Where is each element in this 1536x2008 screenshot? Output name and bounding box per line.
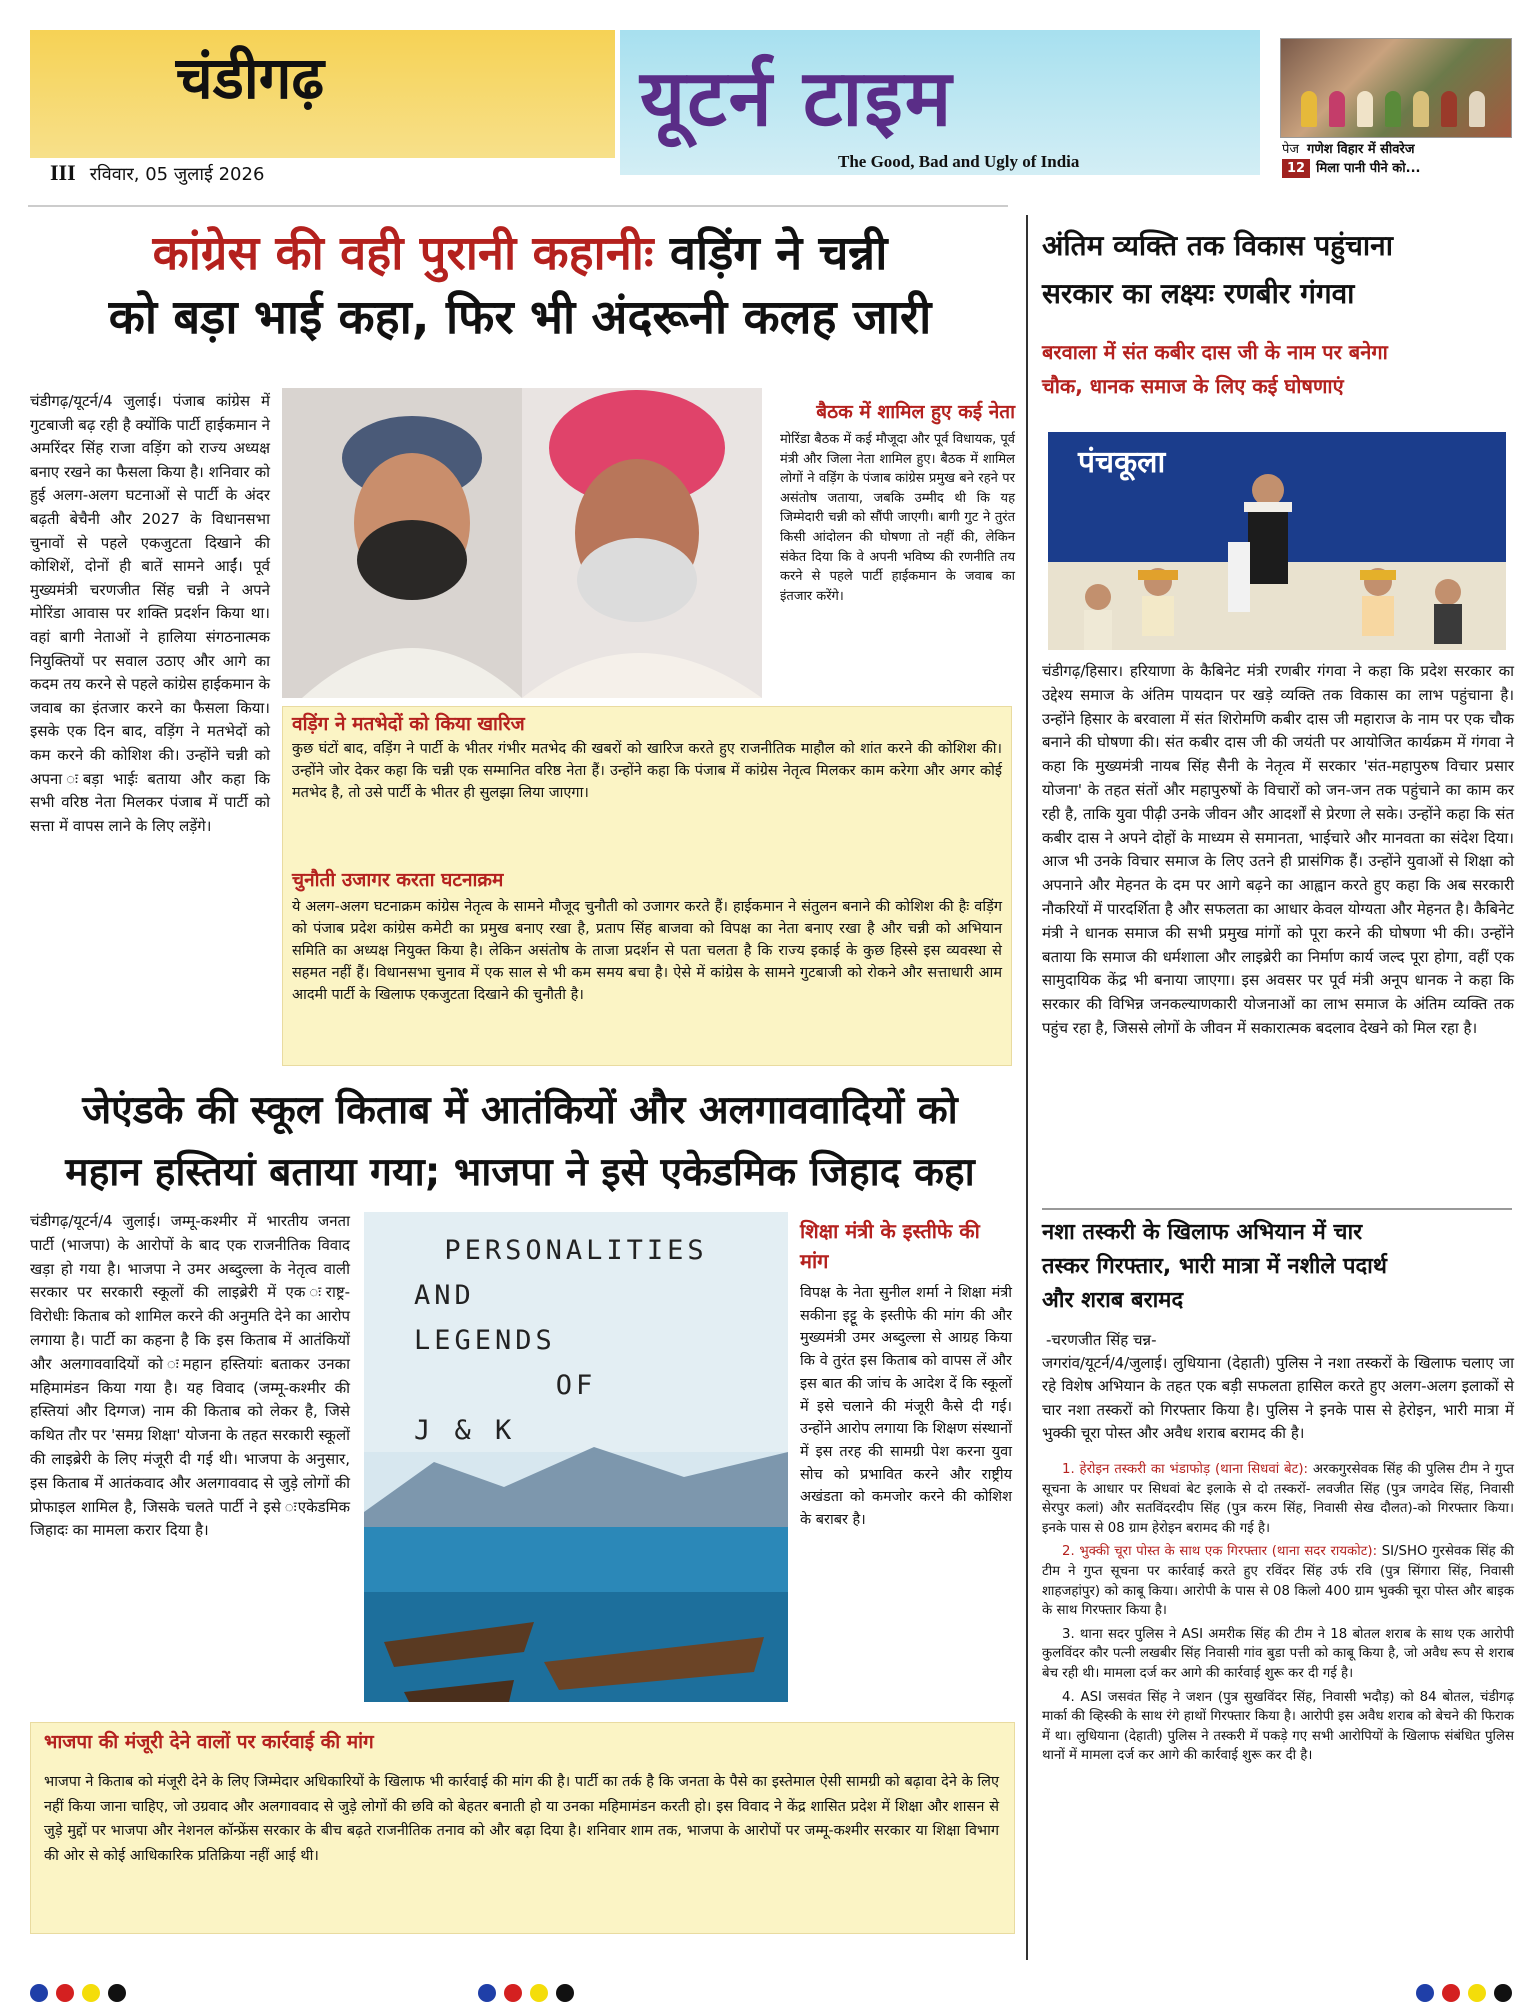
- issue-date: रविवार, 05 जुलाई 2026: [89, 164, 265, 185]
- reg-dot: [56, 1984, 74, 2002]
- book-title-line: AND: [414, 1280, 475, 1311]
- story1-side-head: बैठक में शामिल हुए कई नेता: [816, 401, 1015, 423]
- story3-sub-1: बरवाला में संत कबीर दास जी के नाम पर बनेगा: [1042, 340, 1388, 364]
- story1-headline-black-1: वड़िंग ने चन्नी: [669, 226, 888, 281]
- story1-headline: [30, 222, 1010, 350]
- book-title-line: LEGENDS: [414, 1325, 556, 1356]
- story2-headline-2: महान हस्तियां बताया गया; भाजपा ने इसे एकेडमिक जिहाद कहा: [65, 1150, 975, 1195]
- page-number: III: [50, 160, 76, 185]
- story2-body: चंडीगढ़/यूटर्न/4 जुलाई। जम्मू-कश्मीर में भारतीय जनता पार्टी (भाजपा) के आरोपों के बाद एक राजनीतिक विवाद खड़ा हो गया है। भाजपा ने उमर अब्दुल्ला के नेतृत्व वाली सरकार पर सरकारी स्कूलों की लाइब्रेरी में एक ःराष्ट्र-विरोधीः किताब को शामिल करने की अनुमति देने का आरोप लगाया है। पार्टी का कहना है कि इस किताब में आतंकियों और अलगाववादियों को ःमहान हस्तियांः बताकर उनका महिमामंडन किया गया है। यह विवाद (जम्मू-कश्मीर की हस्तियां और दिग्गज) नाम की किताब को लेकर है, जिसे कथित तौर पर 'समग्र शिक्षा' योजना के तहत सरकारी स्कूलों की लाइब्रेरी के लिए मंजूरी दी गई थी। भाजपा के अनुसार, इस किताब में आतंकवाद और अलगाववाद से जुड़े लोगों की प्रोफाइल शामिल है, जिसके चलते पार्टी ने इसे ःएकेडमिक जिहादः का मामला करार दिया है।: [30, 1212, 350, 1540]
- masthead-tagline: The Good, Bad and Ugly of India: [838, 152, 1080, 171]
- story4-item1-head: 1. हेरोइन तस्करी का भंडाफोड़ (थाना सिधवां बेट):: [1062, 1462, 1308, 1477]
- story1-box1-head: वड़िंग ने मतभेदों को किया खारिज: [292, 713, 525, 735]
- story4-intro: जगरांव/यूटर्न/4/जुलाई। लुधियाना (देहाती) पुलिस ने नशा तस्करों के खिलाफ चलाए जा रहे विशेष अभियान के तहत एक बड़ी सफलता हासिल करते हुए अलग-अलग इलाकों से चार नशा तस्करों को गिरफ्तार किया है। पुलिस ने इनके पास से हेरोइन, भारी मात्रा में भुक्की चूरा पोस्त और अवैध शराब बरामद की है।: [1042, 1354, 1514, 1443]
- teaser-line1: गणेश विहार में सीवरेज: [1307, 142, 1415, 157]
- story3-headline-1: अंतिम व्यक्ति तक विकास पहुंचाना: [1042, 229, 1393, 262]
- reg-dot: [82, 1984, 100, 2002]
- story3-photo[interactable]: [1048, 432, 1506, 650]
- book-title-line: OF: [555, 1370, 597, 1401]
- event-banner-text: पंचकूला: [1078, 445, 1166, 480]
- story3-sub-2: चौक, धानक समाज के लिए कई घोषणाएं: [1042, 374, 1344, 398]
- reg-dot: [530, 1984, 548, 2002]
- dateline: [50, 160, 264, 186]
- story4-item2-head: 2. भुक्की चूरा पोस्त के साथ एक गिरफ्तार (थाना सदर रायकोट):: [1062, 1544, 1378, 1560]
- story4-item-4: 4. ASI जसवंत सिंह ने जशन (पुत्र सुखविंदर सिंह, निवासी भदौड़) को 84 बोतल, चंडीगढ़ मार्का की व्हिस्की के साथ रंगे हाथों गिरफ्तार किया है। आरोपी इस अवैध शराब को बेचने की फिराक में था। लुधियाना (देहाती) पुलिस ने तस्करी में पकड़े गए सभी आरोपियों के खिलाफ संबंधित पुलिस थानों में मामला दर्ज कर आगे की कार्रवाई शुरू कर दी है।: [1042, 1689, 1514, 1764]
- masthead-logo: यूटर्न टाइम: [640, 54, 954, 144]
- story2-headline: [30, 1080, 1010, 1204]
- teaser-line2: मिला पानी पीने को...: [1316, 161, 1421, 176]
- story1-box1-body: कुछ घंटों बाद, वड़िंग ने पार्टी के भीतर गंभीर मतभेद की खबरों को खारिज करते हुए राजनीतिक माहौल को शांत करने की कोशिश की। उन्होंने जोर देकर कहा कि चन्नी एक सम्मानित वरिष्ठ नेता हैं। उन्होंने कहा कि पंजाब में कांग्रेस नेतृत्व मिलकर काम करेगा और अगर कोई मतभेद है, तो उसे पार्टी के भीतर ही सुलझा लिया जाएगा।: [292, 741, 1002, 801]
- story1-box2-head: चुनौती उजागर करता घटनाक्रम: [292, 869, 504, 891]
- reg-dot: [108, 1984, 126, 2002]
- story3-rule: [1042, 1208, 1512, 1210]
- column-divider: [1026, 215, 1028, 1960]
- header-rule: [28, 205, 1008, 207]
- story4-headline-2: तस्कर गिरफ्तार, भारी मात्रा में नशीले पदार्थ: [1042, 1254, 1387, 1279]
- story4-headline: [1042, 1216, 1512, 1318]
- story3-subhead: [1042, 335, 1512, 403]
- story2-side-body: विपक्ष के नेता सुनील शर्मा ने शिक्षा मंत्री सकीना इट्टू के इस्तीफे की मांग की और मुख्यमंत्री उमर अब्दुल्ला से आग्रह किया कि वे तुरंत इस किताब को वापस लें और इस बात की जांच के आदेश दें कि स्कूलों में इसे चलाने की मंजूरी कैसे दी गई। उन्होंने आरोप लगाया कि शिक्षण संस्थानों में इस तरह की सामग्री पेश करना युवा सोच को प्रभावित करने और राष्ट्रीय अखंडता को कमजोर करने की कोशिश के बराबर है।: [800, 1285, 1012, 1529]
- story1-headline-black-2: को बड़ा भाई कहा, फिर भी अंदरूनी कलह जारी: [108, 290, 932, 345]
- reg-dot: [1494, 1984, 1512, 2002]
- story1-headline-red: कांग्रेस की वही पुरानी कहानीः: [152, 226, 654, 281]
- story4-items: [1042, 1460, 1514, 1766]
- story4-headline-1: नशा तस्करी के खिलाफ अभियान में चार: [1042, 1220, 1363, 1245]
- story3-headline: [1042, 222, 1512, 318]
- reg-dot: [504, 1984, 522, 2002]
- story4-item-2: [1042, 1542, 1514, 1620]
- story2-box-head: भाजपा की मंजूरी देने वालों पर कार्रवाई की मांग: [44, 1731, 374, 1753]
- story1-body: चंडीगढ़/यूटर्न/4 जुलाई। पंजाब कांग्रेस में गुटबाजी बढ़ रही है क्योंकि पार्टी हाईकमान ने अमरिंदर सिंह राजा वड़िंग को राज्य अध्यक्ष बनाए रखने का फैसला किया है। शनिवार को हुई अलग-अलग घटनाओं से पार्टी के अंदर बढ़ती बेचैनी और 2027 के विधानसभा चुनावों से पहले एकजुटता दिखाने की कोशिशें, दोनों ही बातें सामने आईं। पूर्व मुख्यमंत्री चरणजीत सिंह चन्नी ने अपने मोरिंडा आवास पर शक्ति प्रदर्शन किया था। वहां बागी नेताओं ने हालिया संगठनात्मक नियुक्तियों पर सवाल उठाए और आगे का कदम तय करने से पहले कांग्रेस हाईकमान के जवाब का इंतजार करने का फैसला किया। इसके एक दिन बाद, वड़िंग ने मतभेदों को कम करने की कोशिश की। उन्होंने चन्नी को अपना ःबड़ा भाईः बताया और कहा कि सभी वरिष्ठ नेता मिलकर पंजाब में पार्टी को सत्ता में वापस लाने के लिए लड़ेंगे।: [30, 392, 270, 835]
- teaser-page-label: पेज: [1282, 142, 1300, 157]
- story3-headline-2: सरकार का लक्ष्यः रणबीर गंगवा: [1042, 277, 1355, 310]
- story4-byline: -चरणजीत सिंह चन्न-: [1046, 1331, 1157, 1349]
- story2-box-body: भाजपा ने किताब को मंजूरी देने के लिए जिम्मेदार अधिकारियों के खिलाफ भी कार्रवाई की मांग की है। पार्टी का तर्क है कि जनता के पैसे का इस्तेमाल ऐसी सामग्री को बढ़ावा देने के लिए नहीं किया जाना चाहिए, जो उग्रवाद और अलगाववाद से जुड़े लोगों की छवि को बेहतर बनाती हो या उनका महिमामंडन करती हो। इस विवाद ने केंद्र शासित प्रदेश में शिक्षा और शासन से जुड़े मुद्दों पर भाजपा और नेशनल कॉन्फ्रेंस सरकार के बीच बढ़ते राजनीतिक तनाव को और बढ़ा दिया है। शनिवार शाम तक, भाजपा के आरोपों पर जम्मू-कश्मीर सरकार या शिक्षा विभाग की ओर से कोई आधिकारिक प्रतिक्रिया नहीं आई थी।: [44, 1774, 999, 1864]
- teaser-caption[interactable]: [1282, 140, 1420, 178]
- story2-side-head: शिक्षा मंत्री के इस्तीफे की मांग: [800, 1219, 980, 1273]
- teaser-photo[interactable]: [1280, 38, 1512, 138]
- reg-dot: [1416, 1984, 1434, 2002]
- story4-item1-body: अरकगुरसेवक सिंह की पुलिस टीम ने गुप्त सूचना के आधार पर सिधवां बेट इलाके से दो तस्करों- लवजीत सिंह (पुत्र जगदेव सिंह, निवासी सेरपुर कलां) और सतविंदरदीप सिंह (पुत्र करम सिंह, निवासी सेख दौलत)-को गिरफ्तार किया। इनके पास से 08 ग्राम हेरोइन बरामद की गई है।: [1042, 1462, 1514, 1536]
- story4-item-3: 3. थाना सदर पुलिस ने ASI अमरीक सिंह की टीम ने 18 बोतल शराब के साथ एक आरोपी कुलविंदर कौर पत्नी लखबीर सिंह निवासी गांव बुडा पत्ती को काबू किया है, जो अवैध रूप से शराब बेच रही थी। मामला दर्ज कर आगे की कार्रवाई शुरू कर दी गई है।: [1042, 1626, 1514, 1681]
- book-title-line: J & K: [414, 1415, 516, 1446]
- reg-dot: [30, 1984, 48, 2002]
- event-stage-illustration: [1048, 432, 1506, 650]
- teaser-page-badge: 12: [1282, 159, 1310, 178]
- book-title: [396, 1228, 756, 1453]
- reg-dot: [1468, 1984, 1486, 2002]
- reg-dot: [1442, 1984, 1460, 2002]
- story1-photo[interactable]: [282, 388, 762, 698]
- city-name: चंडीगढ़: [175, 44, 325, 112]
- reg-dot: [556, 1984, 574, 2002]
- reg-dot: [478, 1984, 496, 2002]
- story2-headline-1: जेएंडके की स्कूल किताब में आतंकियों और अलगाववादियों को: [82, 1088, 958, 1133]
- leaders-photo-illustration: [282, 388, 762, 698]
- story1-side-body: मोरिंडा बैठक में कई मौजूदा और पूर्व विधायक, पूर्व मंत्री और जिला नेता शामिल हुए। बैठक में शामिल लोगों ने वड़िंग के पंजाब कांग्रेस प्रमुख बने रहने पर असंतोष जताया, जबकि उम्मीद थी कि यह जिम्मेदारी चन्नी को सौंपी जाएगी। बागी गुट ने तुरंत किसी आंदोलन की घोषणा तो नहीं की, लेकिन संकेत दिया कि वे अपनी भविष्य की रणनीति तय करने से पहले पार्टी हाईकमान के जवाब का इंतजार करेंगे।: [780, 432, 1015, 604]
- story4-item-1: [1042, 1460, 1514, 1538]
- story3-body: चंडीगढ़/हिसार। हरियाणा के कैबिनेट मंत्री रणबीर गंगवा ने कहा कि प्रदेश सरकार का उद्देश्य समाज के अंतिम पायदान पर खड़े व्यक्ति तक विकास का लाभ पहुंचाना है। उन्होंने हिसार के बरवाला में संत शिरोमणि कबीर दास जी महाराज के नाम पर एक चौक बनाने की घोषणा की। संत कबीर दास जी की जयंती पर आयोजित कार्यक्रम में गंगवा ने कहा कि मुख्यमंत्री नायब सिंह सैनी के नेतृत्व में सरकार 'संत-महापुरुष विचार प्रसार योजना' के तहत संतों और महापुरुषों के विचारों को जन-जन तक पहुंचाने का काम कर रही है, ताकि युवा पीढ़ी उनके जीवन और आदर्शों से प्रेरणा ले सके। उन्होंने कहा कि संत कबीर दास ने अपने दोहों के माध्यम से समानता, भाईचारे और मानवता का संदेश दिया। आज भी उनके विचार समाज के लिए उतने ही प्रासंगिक हैं। उन्होंने युवाओं से शिक्षा को अपनाने और मेहनत के दम पर आगे बढ़ने का आह्वान करते हुए कहा कि अब सरकारी नौकरियों में पारदर्शिता है और सफलता का आधार केवल योग्यता और मेहनत है। कैबिनेट मंत्री ने धानक समाज की सभी प्रमुख मांगों को पूरा करने की घोषणा भी की। उन्होंने बताया कि समाज की धर्मशाला और लाइब्रेरी का निर्माण कार्य जल्द पूरा होगा, वहीं एक सामुदायिक केंद्र भी बनाया जाएगा। इस अवसर पर पूर्व मंत्री अनूप धानक ने कहा कि सरकार की विभिन्न जनकल्याणकारी योजनाओं का लाभ समाज के अंतिम व्यक्ति तक पहुंच रहा है, जिससे लोगों के जीवन में सकारात्मक बदलाव देखने को मिल रहा है।: [1042, 662, 1514, 1037]
- story4-item2-body: SI/SHO गुरसेवक सिंह की टीम ने गुप्त सूचना पर कार्रवाई करते हुए रविंदर सिंह उर्फ रवि (पुत्र सिंगारा सिंह, निवासी शाहजहांपुर) को काबू किया। आरोपी के पास से 08 किलो 400 ग्राम भुक्की चूरा पोस्त और बाइक के साथ गिरफ्तार किया है।: [1042, 1544, 1514, 1619]
- story4-headline-3: और शराब बरामद: [1042, 1288, 1184, 1313]
- book-title-line: PERSONALITIES: [444, 1235, 708, 1266]
- story1-box2-body: ये अलग-अलग घटनाक्रम कांग्रेस नेतृत्व के सामने मौजूद चुनौती को उजागर करते हैं। हाईकमान ने संतुलन बनाने की कोशिश की हैः वड़िंग को पंजाब प्रदेश कांग्रेस कमेटी का प्रमुख बनाए रखा है, प्रताप सिंह बाजवा को विपक्ष का नेता बनाए रखा है और चन्नी को अभियान समिति का अध्यक्ष नियुक्त किया है। लेकिन असंतोष के ताजा प्रदर्शन से पता चलता है कि राज्य इकाई के कुछ हिस्से इस व्यवस्था से सहमत नहीं हैं। विधानसभा चुनाव में एक साल से भी कम समय बचा है। ऐसे में कांग्रेस के सामने गुटबाजी को रोकने और सत्ताधारी आम आदमी पार्टी के खिलाफ एकजुटता दिखाने की चुनौती है।: [292, 899, 1002, 1003]
- book-cover-photo[interactable]: [364, 1212, 788, 1702]
